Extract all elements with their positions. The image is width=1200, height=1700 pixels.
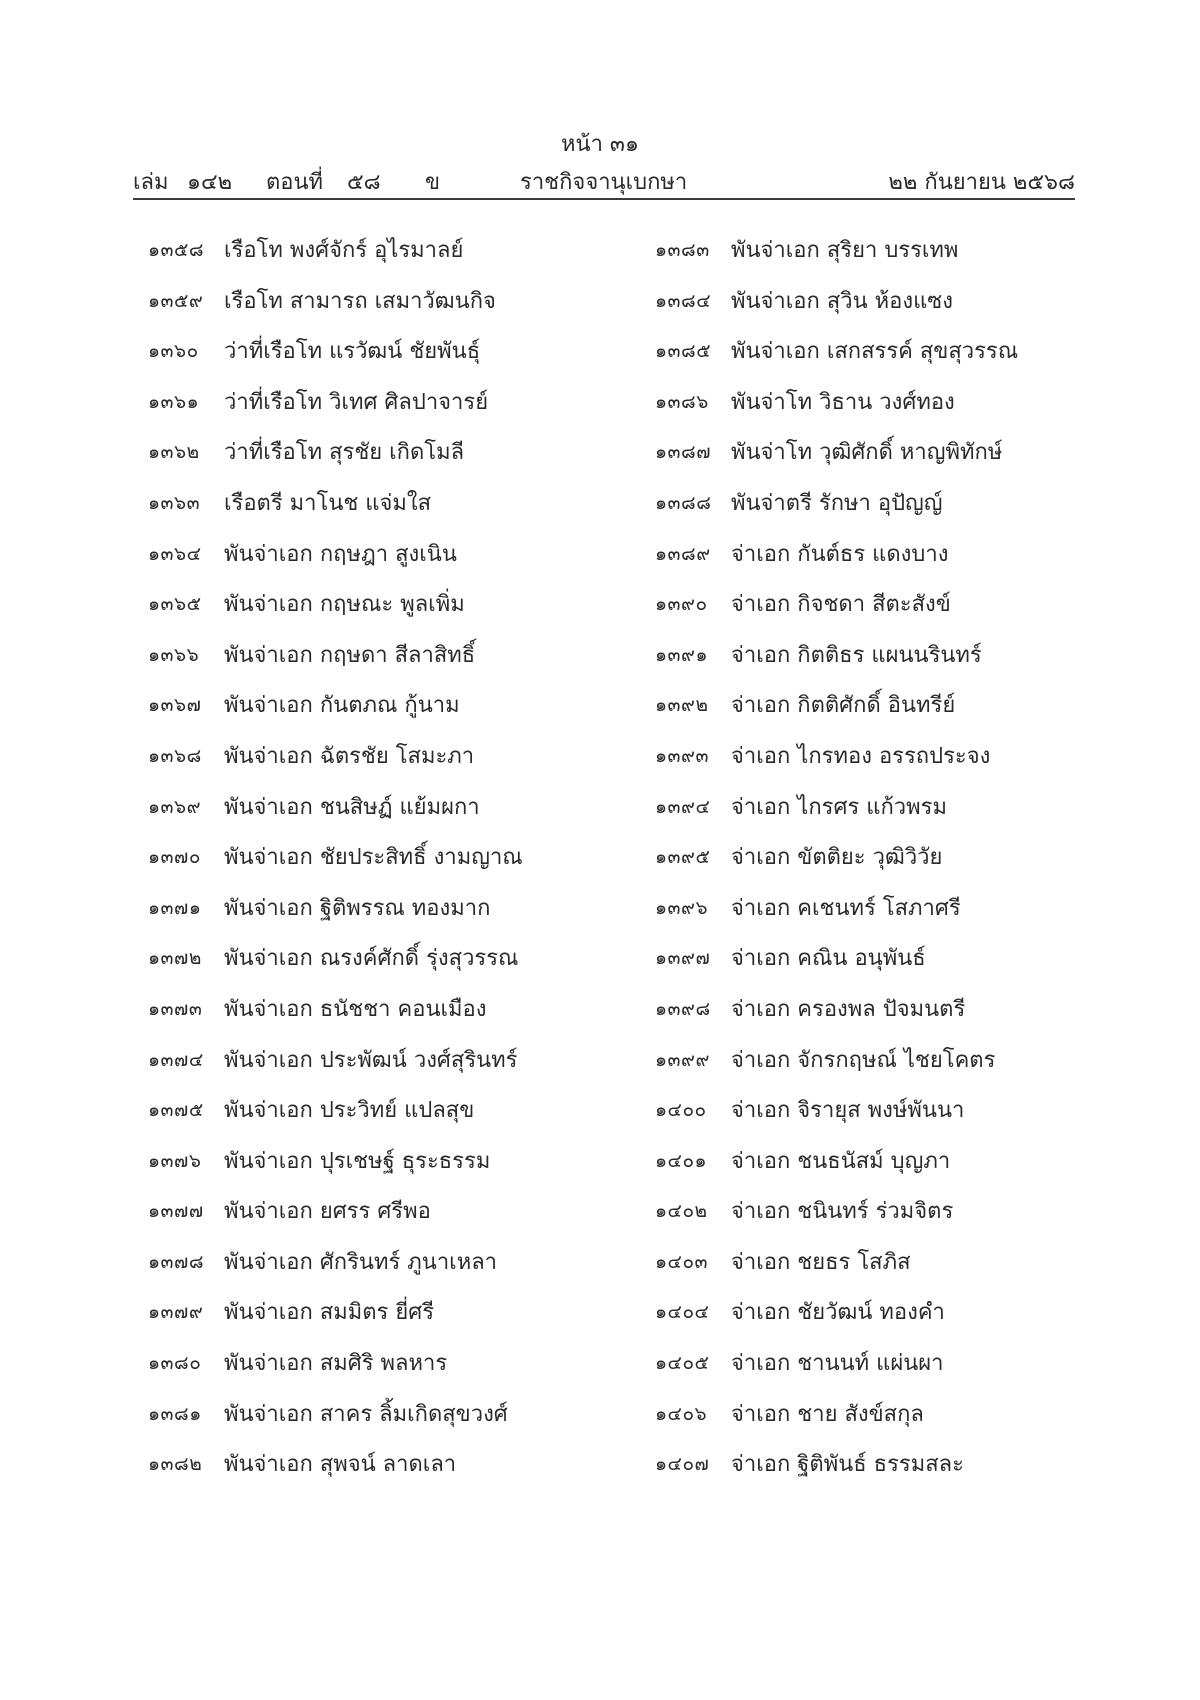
entry-number: ๑๓๘๐	[148, 1352, 202, 1375]
entry-number: ๑๔๐๖	[655, 1402, 708, 1425]
entry-number: ๑๓๖๔	[148, 542, 202, 565]
list-item	[655, 1143, 1018, 1194]
entry-number: ๑๔๐๐	[655, 1099, 707, 1122]
entry-number: ๑๓๖๑	[148, 390, 200, 413]
entry-name: พันจ่าเอก กฤษดา สีลาสิทธิ์	[224, 642, 476, 668]
entry-name: จ่าเอก กิตติธร แผนนรินทร์	[731, 642, 982, 668]
list-item	[655, 536, 1018, 587]
list-item	[655, 586, 1018, 637]
entry-number: ๑๓๕๘	[148, 239, 205, 261]
entry-number: ๑๓๙๘	[655, 997, 711, 1020]
entry-name: พันจ่าตรี รักษา อุปัญญ์	[731, 490, 943, 516]
list-item	[148, 536, 523, 587]
entry-number: ๑๔๐๑	[655, 1149, 708, 1172]
entry-number: ๑๓๘๙	[655, 542, 711, 565]
entry-name: พันจ่าเอก กฤษณะ พูลเพิ่ม	[224, 592, 465, 618]
list-item	[148, 1244, 523, 1295]
entry-number: ๑๓๙๓	[655, 744, 709, 767]
list-item	[148, 1042, 523, 1093]
list-item	[655, 1244, 1018, 1295]
entry-name: จ่าเอก ชนินทร์ ร่วมจิตร	[731, 1199, 954, 1225]
header-rule	[133, 198, 1075, 200]
list-item	[148, 637, 523, 688]
list-item	[655, 890, 1018, 941]
list-item	[655, 738, 1018, 789]
entry-number: ๑๓๖๐	[148, 340, 199, 363]
entry-name: พันจ่าเอก สมมิตร ยี่ศรี	[224, 1300, 435, 1326]
list-item	[148, 283, 523, 334]
list-item	[148, 485, 523, 536]
entry-name: พันจ่าเอก สุพจน์ ลาดเลา	[224, 1452, 457, 1478]
list-item	[655, 333, 1018, 384]
list-item	[148, 991, 523, 1042]
list-item	[148, 890, 523, 941]
entry-name: พันจ่าเอก ณรงค์ศักดิ์ รุ่งสุวรรณ	[224, 946, 519, 972]
entry-number: ๑๓๖๒	[148, 441, 200, 464]
entry-number: ๑๓๙๕	[655, 846, 711, 869]
entry-name: ว่าที่เรือโท แรวัฒน์ ชัยพันธุ์	[224, 339, 481, 365]
entry-number: ๑๓๘๒	[148, 1453, 203, 1476]
entry-name: พันจ่าเอก เสกสรรค์ สุขสุวรรณ	[731, 339, 1019, 365]
entry-name: ว่าที่เรือโท สุรชัย เกิดโมลี	[224, 440, 465, 466]
entry-number: ๑๓๘๗	[655, 441, 711, 464]
entry-number: ๑๓๙๗	[655, 947, 711, 970]
entry-number: ๑๓๖๙	[148, 795, 202, 818]
name-list-right	[655, 232, 1018, 1497]
entry-name: จ่าเอก ครองพล ปัจมนตรี	[731, 996, 966, 1022]
entry-number: ๑๓๖๘	[148, 744, 202, 767]
list-item	[655, 687, 1018, 738]
entry-name: จ่าเอก คเชนทร์ โสภาศรี	[731, 895, 961, 921]
entry-name: จ่าเอก จักรกฤษณ์ ไชยโคตร	[731, 1047, 996, 1073]
entry-number: ๑๔๐๓	[655, 1250, 709, 1273]
list-item	[148, 1396, 523, 1447]
list-item	[148, 687, 523, 738]
list-item	[655, 940, 1018, 991]
list-item	[655, 384, 1018, 435]
list-item	[148, 789, 523, 840]
list-item	[148, 940, 523, 991]
list-item	[655, 1396, 1018, 1447]
entry-name: พันจ่าเอก สาคร ลิ้มเกิดสุขวงศ์	[224, 1401, 508, 1427]
entry-name: จ่าเอก คณิน อนุพันธ์	[731, 946, 926, 972]
entry-name: จ่าเอก ชยธร โสภิส	[731, 1249, 911, 1275]
entry-name: พันจ่าเอก ชัยประสิทธิ์ งามญาณ	[224, 845, 523, 871]
entry-name: จ่าเอก ชานนท์ แผ่นผา	[731, 1351, 944, 1377]
list-item	[655, 1446, 1018, 1497]
entry-number: ๑๔๐๔	[655, 1301, 710, 1324]
list-item	[148, 1092, 523, 1143]
entry-name: พันจ่าโท วุฒิศักดิ์ หาญพิทักษ์	[731, 440, 1003, 466]
entry-name: จ่าเอก กันต์ธร แดงบาง	[731, 541, 949, 567]
list-item	[655, 1042, 1018, 1093]
list-item	[148, 1294, 523, 1345]
entry-number: ๑๓๗๔	[148, 1048, 204, 1071]
list-item	[655, 1193, 1018, 1244]
entry-name: จ่าเอก กิจชดา สีตะสังข์	[731, 592, 951, 618]
entry-number: ๑๓๙๑	[655, 643, 709, 666]
list-item	[655, 839, 1018, 890]
entry-name: พันจ่าโท วิธาน วงศ์ทอง	[731, 389, 955, 415]
entry-number: ๑๓๘๕	[655, 340, 712, 363]
entry-name: จ่าเอก ฐิติพันธ์ ธรรมสละ	[731, 1452, 964, 1478]
entry-number: ๑๔๐๒	[655, 1200, 708, 1223]
entry-number: ๑๓๖๓	[148, 491, 201, 514]
entry-number: ๑๓๗๗	[148, 1200, 204, 1223]
list-item	[655, 1345, 1018, 1396]
entry-number: ๑๓๘๑	[148, 1402, 202, 1425]
list-item	[148, 1143, 523, 1194]
list-item	[655, 1294, 1018, 1345]
list-item	[148, 738, 523, 789]
list-item	[148, 1345, 523, 1396]
entry-number: ๑๓๕๙	[148, 289, 204, 312]
entry-number: ๑๓๗๐	[148, 846, 201, 869]
list-item	[148, 839, 523, 890]
entry-number: ๑๓๖๕	[148, 593, 202, 616]
entry-number: ๑๓๙๐	[655, 593, 708, 616]
volume-label: เล่ม	[133, 170, 169, 195]
volume-number: ๑๔๒	[187, 170, 233, 195]
entry-number: ๑๓๙๙	[655, 1048, 710, 1071]
list-item	[655, 1092, 1018, 1143]
entry-name: พันจ่าเอก ประพัฒน์ วงศ์สุรินทร์	[224, 1047, 518, 1073]
list-item	[148, 333, 523, 384]
list-item	[655, 637, 1018, 688]
list-item	[148, 1193, 523, 1244]
entry-name: พันจ่าเอก ชนสิษฏ์ แย้มผกา	[224, 794, 480, 820]
entry-name: พันจ่าเอก กฤษฎา สูงเนิน	[224, 541, 457, 567]
entry-number: ๑๓๙๖	[655, 896, 709, 919]
entry-name: จ่าเอก ชัยวัฒน์ ทองคำ	[731, 1300, 945, 1326]
page-number: หน้า ๓๑	[561, 132, 639, 157]
list-item	[655, 283, 1018, 334]
list-item	[148, 384, 523, 435]
entry-number: ๑๓๗๘	[148, 1250, 204, 1273]
list-item	[655, 485, 1018, 536]
entry-number: ๑๓๘๓	[655, 239, 710, 261]
entry-name: พันจ่าเอก ปุรเชษฐ์ ธุระธรรม	[224, 1148, 491, 1174]
entry-name: พันจ่าเอก สุวิน ห้องแซง	[731, 288, 953, 314]
entry-name: จ่าเอก ไกรทอง อรรถประจง	[731, 743, 991, 769]
entry-number: ๑๔๐๕	[655, 1352, 710, 1375]
list-item	[655, 232, 1018, 283]
entry-name: พันจ่าเอก สุริยา บรรเทพ	[731, 238, 959, 263]
entry-name: พันจ่าเอก ฐิติพรรณ ทองมาก	[224, 895, 491, 921]
list-item	[655, 434, 1018, 485]
entry-name: พันจ่าเอก ยศรร ศรีพอ	[224, 1199, 431, 1225]
entry-number: ๑๓๗๙	[148, 1301, 204, 1324]
entry-number: ๑๓๘๘	[655, 491, 712, 514]
entry-number: ๑๓๙๒	[655, 694, 709, 717]
list-item	[148, 586, 523, 637]
entry-number: ๑๓๗๓	[148, 997, 203, 1020]
entry-name: เรือโท พงศ์จักร์ อุไรมาลย์	[224, 238, 464, 263]
entry-number: ๑๔๐๗	[655, 1453, 710, 1476]
list-item	[655, 991, 1018, 1042]
entry-name: จ่าเอก ขัตติยะ วุฒิวิวัย	[731, 845, 943, 871]
list-item	[655, 789, 1018, 840]
entry-number: ๑๓๗๒	[148, 947, 202, 970]
entry-name: จ่าเอก ชนธนัสม์ บุญภา	[731, 1148, 951, 1174]
entry-name: พันจ่าเอก ศักรินทร์ ภูนาเหลา	[224, 1249, 498, 1275]
publication-title: ราชกิจจานุเบกษา	[520, 170, 688, 195]
issue-number: ๕๘	[347, 170, 381, 195]
section-letter: ข	[425, 170, 441, 195]
running-header	[133, 164, 1075, 198]
entry-name: จ่าเอก ไกรศร แก้วพรม	[731, 794, 947, 820]
name-list-left	[148, 232, 523, 1497]
entry-number: ๑๓๙๔	[655, 795, 711, 818]
entry-name: เรือโท สามารถ เสมาวัฒนกิจ	[224, 288, 496, 314]
list-item	[148, 232, 523, 283]
entry-number: ๑๓๘๖	[655, 390, 709, 413]
entry-number: ๑๓๖๖	[148, 643, 200, 666]
entry-name: พันจ่าเอก ประวิทย์ แปลสุข	[224, 1098, 475, 1124]
entry-name: พันจ่าเอก กันตภณ กู้นาม	[224, 693, 460, 719]
entry-number: ๑๓๗๕	[148, 1099, 204, 1122]
entry-name: พันจ่าเอก สมศิริ พลหาร	[224, 1351, 448, 1377]
entry-number: ๑๓๖๗	[148, 694, 202, 717]
entry-name: จ่าเอก กิตติศักดิ์ อินทรีย์	[731, 693, 956, 719]
entry-name: ว่าที่เรือโท วิเทศ ศิลปาจารย์	[224, 389, 489, 415]
list-item	[148, 1446, 523, 1497]
entry-name: จ่าเอก จิรายุส พงษ์พันนา	[731, 1098, 965, 1124]
issue-label: ตอนที่	[266, 170, 324, 195]
publication-date: ๒๒ กันยายน ๒๕๖๘	[888, 170, 1075, 195]
entry-number: ๑๓๗๖	[148, 1149, 202, 1172]
entry-name: พันจ่าเอก ฉัตรชัย โสมะภา	[224, 743, 475, 769]
entry-name: เรือตรี มาโนช แจ่มใส	[224, 490, 432, 516]
entry-number: ๑๓๗๑	[148, 896, 202, 919]
entry-number: ๑๓๘๔	[655, 289, 712, 312]
entry-name: พันจ่าเอก ธนัชชา คอนเมือง	[224, 996, 487, 1022]
entry-name: จ่าเอก ชาย สังข์สกุล	[731, 1401, 924, 1427]
list-item	[148, 434, 523, 485]
